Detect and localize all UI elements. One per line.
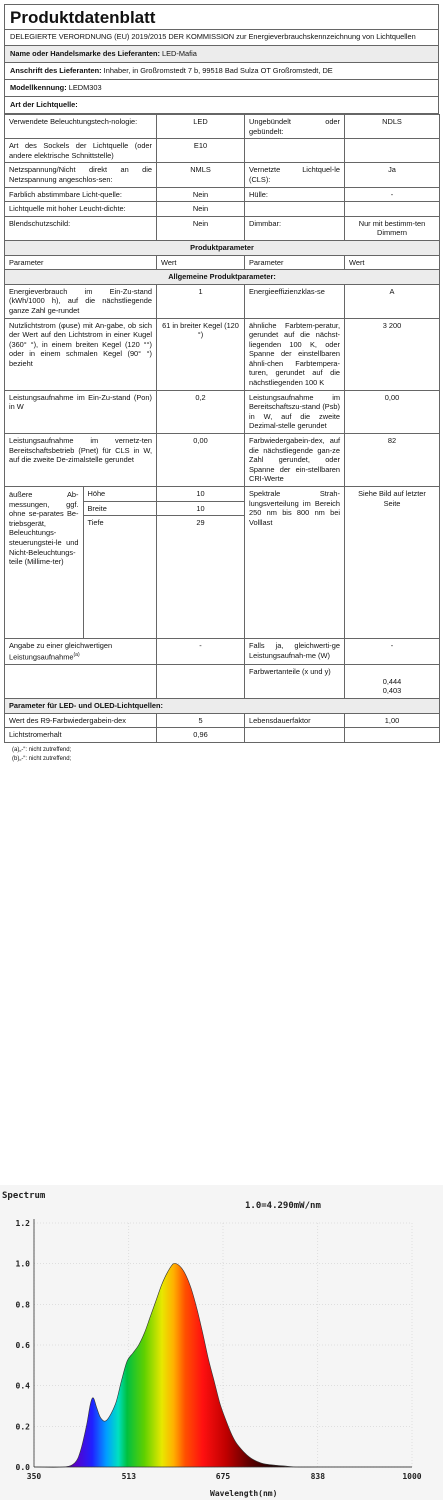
table-row (5, 202, 440, 217)
cell-value: 82 (345, 434, 440, 487)
model-value: LEDM303 (68, 83, 102, 92)
model-label: Modellkennung: (10, 83, 67, 92)
cell-value: Nein (157, 216, 245, 240)
table-row (5, 713, 440, 728)
dimensions-cell (5, 487, 157, 639)
cell-value (345, 664, 440, 698)
y-tick-label: 0.0 (15, 1463, 30, 1472)
light-source-table (4, 114, 440, 743)
supplier-label: Name oder Handelsmarke des Lieferanten: (10, 49, 160, 58)
cell-label: Dimmbar: (245, 216, 345, 240)
cell-value: 0,00 (345, 390, 440, 433)
section-header-row (5, 270, 440, 285)
column-header: Parameter (245, 255, 345, 270)
cell-empty (345, 728, 440, 743)
y-tick-label: 0.4 (15, 1381, 30, 1391)
cell-label: ähnliche Farbtem-peratur, gerundet auf die nächst-liegenden 100 K, oder Spanne der einstellbaren ähnli-chen Farbtempera-turen, gerundet auf die nächstliegenden 100 K (245, 318, 345, 390)
table-row (5, 139, 440, 163)
chart-title: Spectrum (2, 1191, 46, 1201)
cell-value (345, 202, 440, 217)
product-data-sheet (4, 4, 439, 765)
column-header: Parameter (5, 255, 157, 270)
cell-label: Leistungsaufnahme im Ein-Zu-stand (Pon) in W (5, 390, 157, 433)
footnote: (a)„-“: nicht zutreffend; (12, 746, 72, 753)
table-row (5, 639, 440, 665)
farbwert-x: 0,444 (382, 676, 402, 686)
cell-label: Falls ja, gleichwerti-ge Leistungsaufnah-me (W) (245, 639, 345, 665)
cell-empty (245, 728, 345, 743)
title-box (4, 4, 439, 30)
table-row (5, 115, 440, 139)
column-header-row (5, 255, 440, 270)
cell-label: Ungebündelt oder gebündelt: (245, 115, 345, 139)
dimension-name-width: Breite (83, 501, 156, 516)
chart-annotation: 1.0=4.290mW/nm (245, 1201, 321, 1211)
cell-value: 1,00 (345, 713, 440, 728)
x-tick-label: 838 (310, 1472, 326, 1481)
cell-value: 61 in breiter Kegel (120 °) (157, 318, 245, 390)
table-row (5, 216, 440, 240)
cell-label: Lichtstromerhalt (5, 728, 157, 743)
cell-empty (157, 664, 245, 698)
y-tick-label: 1.0 (15, 1259, 30, 1269)
cell-label: Farbwiedergabein-dex, auf die nächstliegende gan-ze Zahl gerundet, oder Spanne der ein-stellbaren CRI-Werte (245, 434, 345, 487)
cell-value: Ja (345, 163, 440, 187)
table-row (5, 163, 440, 187)
y-tick-label: 0.6 (15, 1341, 30, 1350)
farbwert-y: 0,403 (382, 686, 402, 696)
cell-value: Nein (157, 187, 245, 202)
cell-label (245, 202, 345, 217)
page-title: Produktdatenblatt (10, 8, 156, 27)
cell-label: Blendschutzschild: (5, 216, 157, 240)
y-tick-label: 1.2 (15, 1219, 30, 1228)
supplier-row (4, 46, 439, 63)
art-heading: Art der Lichtquelle: (4, 97, 439, 114)
x-axis-label: Wavelength(nm) (210, 1489, 278, 1498)
x-tick-label: 675 (215, 1472, 231, 1481)
cell-value: Nur mit bestimm-ten Dimmern (345, 216, 440, 240)
cell-label: Energieeffizienzklas-se (245, 284, 345, 318)
cell-label: Netzspannung/Nicht direkt an die Netzspannung angeschlos-sen: (5, 163, 157, 187)
address-value: Inhaber, in Großromstedt 7 b, 99518 Bad Sulza OT Großromstedt, DE (103, 66, 333, 75)
dimension-value-depth: 29 (196, 518, 205, 528)
cell-value: LED (157, 115, 245, 139)
supplier-value: LED-Mafia (161, 49, 197, 58)
address-row (4, 63, 439, 80)
dimension-name-depth: Tiefe (87, 518, 104, 528)
cell-value: Siehe Bild auf letzter Seite (345, 487, 440, 639)
dimensions-values-cell (157, 487, 245, 639)
cell-label: Vernetzte Lichtquel-le (CLS): (245, 163, 345, 187)
table-row (5, 434, 440, 487)
dimension-value-width: 10 (157, 502, 244, 517)
section-header-row (5, 699, 440, 714)
cell-value: NMLS (157, 163, 245, 187)
cell-value: - (345, 187, 440, 202)
table-row (5, 318, 440, 390)
cell-label: Nutzlichtstrom (φuse) mit An-gabe, ob sich der Wert auf den Lichtstrom in einer Kugel (360° °), in einem breiten Kegel (120 °°) oder in einem schmalen Kegel (90° °) bezieht (5, 318, 157, 390)
table-row (5, 187, 440, 202)
cell-label: Lichtquelle mit hoher Leucht-dichte: (5, 202, 157, 217)
dimension-name-height: Höhe (83, 487, 156, 501)
cell-label: Farbwertanteile (x und y) (245, 664, 345, 698)
x-tick-label: 513 (121, 1472, 137, 1481)
footnote: (b)„-“: nicht zutreffend; (12, 755, 72, 762)
dimensions-row (5, 487, 440, 639)
cell-label: Hülle: (245, 187, 345, 202)
y-tick-label: 0.8 (15, 1300, 30, 1310)
cell-label: Wert des R9-Farbwiedergabein-dex (5, 713, 157, 728)
allgemein-heading: Allgemeine Produktparameter: (5, 270, 440, 285)
x-tick-label: 1000 (402, 1472, 422, 1481)
cell-value: NDLS (345, 115, 440, 139)
cell-empty (5, 664, 157, 698)
cell-label (245, 139, 345, 163)
cell-value: 3 200 (345, 318, 440, 390)
cell-value: Nein (157, 202, 245, 217)
dimension-value-height: 10 (157, 487, 244, 502)
equiv-label: Angabe zu einer gleichwertigen Leistungsaufnahme (9, 641, 113, 662)
cell-value: A (345, 284, 440, 318)
spectrum-chart-svg (0, 1185, 443, 1500)
cell-label: Angabe zu einer gleichwertigen Leistungsaufnahme$^{(a)}$ (5, 639, 157, 665)
cell-value: - (345, 639, 440, 665)
table-row (5, 487, 156, 501)
dimensions-label: äußere Ab-messungen, ggf. ohne se-parates Be-triebsgerät, Beleuchtungs-steuerungstei-le und Nicht-Beleuchtungs-teile (Millime-ter) (5, 487, 83, 638)
spectrum-chart (0, 1185, 443, 1500)
model-row (4, 80, 439, 97)
table-row (5, 390, 440, 433)
dimensions-subtable (5, 487, 156, 638)
cell-value: - (157, 639, 245, 665)
y-tick-label: 0.2 (15, 1422, 30, 1432)
cell-value (345, 139, 440, 163)
cell-value: 0,96 (157, 728, 245, 743)
cell-label: Art des Sockels der Lichtquelle (oder andere elektrische Schnittstelle) (5, 139, 157, 163)
cell-value: 1 (157, 284, 245, 318)
section-header-row (5, 240, 440, 255)
cell-value: 5 (157, 713, 245, 728)
cell-value: 0,00 (157, 434, 245, 487)
regulation-text: DELEGIERTE VERORDNUNG (EU) 2019/2015 DER KOMMISSION zur Energieverbrauchskennzeichnung von Lichtquellen (4, 30, 439, 46)
cell-label: Leistungsaufnahme im Bereitschaftszu-stand (Psb) in W, auf die zweite Dezimal-stelle gerundet (245, 390, 345, 433)
column-header: Wert (345, 255, 440, 270)
cell-label: Lebensdauerfaktor (245, 713, 345, 728)
cell-label: Verwendete Beleuchtungstech-nologie: (5, 115, 157, 139)
cell-label: Leistungsaufnahme im vernetz-ten Bereitschaftsbetrieb (Pnet) für CLS in W, auf die zweite De-zimalstelle gerundet (5, 434, 157, 487)
table-row (5, 664, 440, 698)
cell-value: E10 (157, 139, 245, 163)
x-tick-label: 350 (26, 1472, 42, 1481)
table-row (5, 728, 440, 743)
cell-value: 0,2 (157, 390, 245, 433)
cell-label: Spektrale Strah-lungsverteilung im Bereich 250 nm bis 800 nm bei Volllast (245, 487, 345, 639)
cell-label: Energieverbrauch im Ein-Zu-stand (kWh/1000 h), auf die nächstliegende ganze Zahl ge-rundet (5, 284, 157, 318)
column-header: Wert (157, 255, 245, 270)
address-label: Anschrift des Lieferanten: (10, 66, 102, 75)
table-row (5, 284, 440, 318)
led-heading: Parameter für LED- und OLED-Lichtquellen: (5, 699, 440, 714)
produktparameter-heading: Produktparameter (5, 240, 440, 255)
cell-label: Farblich abstimmbare Licht-quelle: (5, 187, 157, 202)
